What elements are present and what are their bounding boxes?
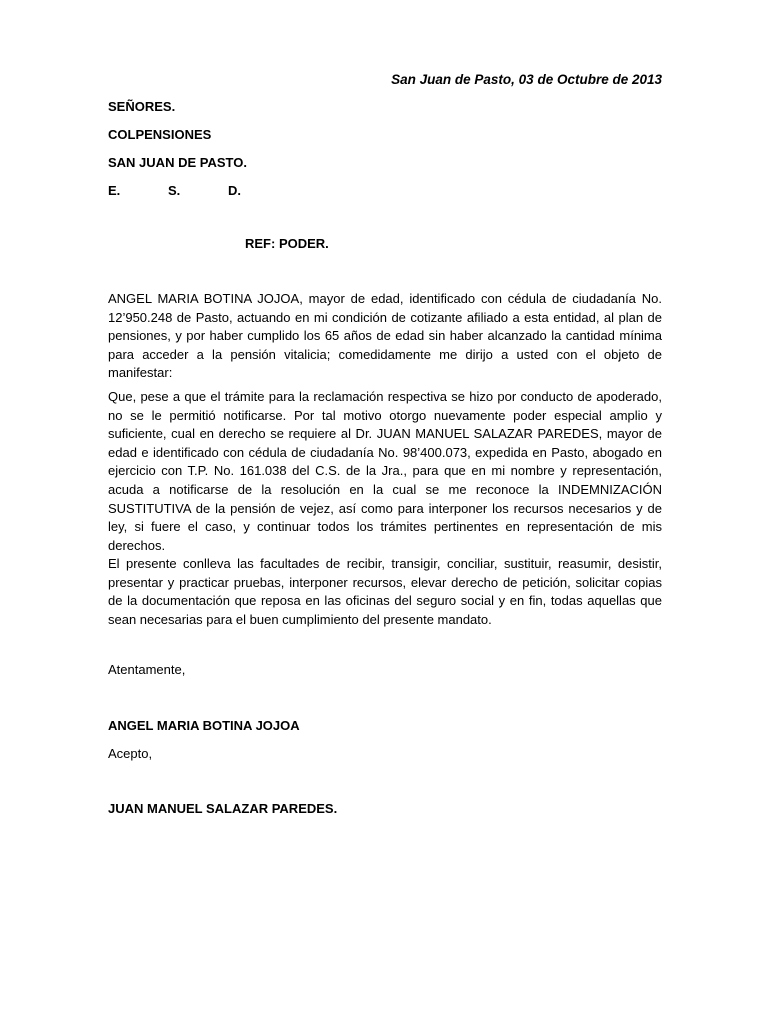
esd-s: S.: [168, 183, 181, 198]
recipient-entity: COLPENSIONES: [108, 127, 212, 142]
body-paragraph-intro: ANGEL MARIA BOTINA JOJOA, mayor de edad, identificado con cédula de ciudadanía No. 12’950.248 de Pasto, actuando en mi condición de cotizante afiliado a esta entidad, al plan de pensiones, y por haber cumplido los 65 años de edad sin haber alcanzado la cantidad mínima para acceder a la pensión vitalicia; comedidamente me dirijo a usted con el objeto de manifestar:: [108, 291, 662, 381]
body-paragraph-mandate: Que, pese a que el trámite para la reclamación respectiva se hizo por conducto de apoderado, no se le permitió notificarse. Por tal motivo otorgo nuevamente poder especial amplio y suficiente, cual en derecho se requiere al Dr. JUAN MANUEL SALAZAR PAREDES, mayor de edad e identificado con cédula de ciudadanía No. 98’400.073, expedida en Pasto, abogado en ejercicio con T.P. No. 161.038 del C.S. de la Jra., para que en mi nombre y representación, acuda a notificarse de la resolución en la cual se me reconoce la INDEMNIZACIÓN SUSTITUTIVA de la pensión de vejez, así como para interponer los recursos necesarios y de ley, si fuere el caso, y continuar todos los trámites pertinentes en representación de mis derechos.: [108, 389, 662, 553]
signer-name: ANGEL MARIA BOTINA JOJOA: [108, 718, 300, 733]
recipient-city: SAN JUAN DE PASTO.: [108, 155, 247, 170]
esd-e: E.: [108, 183, 121, 198]
esd-d: D.: [228, 183, 241, 198]
reference-line: REF: PODER.: [245, 236, 329, 251]
acceptance-line: Acepto,: [108, 746, 153, 761]
body-paragraph-faculties: El presente conlleva las facultades de recibir, transigir, conciliar, sustituir, reasumir, desistir, presentar y practicar pruebas, interponer recursos, elevar derecho de petición, solicitar copias de la documentación que reposa en las oficinas del seguro social y en fin, todas aquellas que sean necesarias para el buen cumplimiento del presente mandato.: [108, 556, 662, 627]
attorney-name: JUAN MANUEL SALAZAR PAREDES.: [108, 801, 338, 816]
date-line: San Juan de Pasto, 03 de Octubre de 2013: [391, 72, 662, 87]
recipient-salutation: SEÑORES.: [108, 99, 176, 114]
closing-line: Atentamente,: [108, 662, 186, 677]
